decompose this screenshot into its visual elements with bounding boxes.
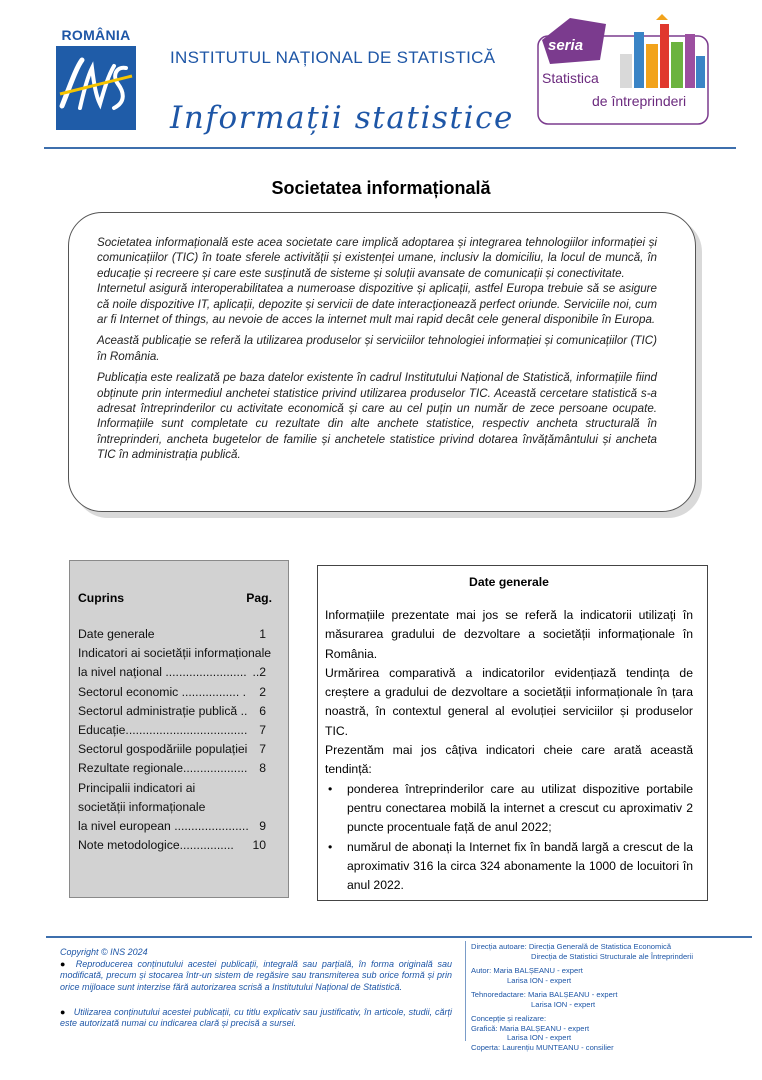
toc-item[interactable]: Sectorul gospodăriile populației 7	[78, 742, 266, 757]
indicator-item: • ponderea întreprinderilor care au utilizat dispozitive portabile pentru conectarea mobilă la internet a crescut cu aproximativ 2 puncte procentuale față de anul 2022;	[328, 781, 693, 835]
credit-line: Larisa ION - expert	[507, 1033, 572, 1042]
ins-logo	[56, 46, 136, 130]
toc-item[interactable]: Educație.................................... 7	[78, 723, 266, 738]
toc-header	[78, 591, 282, 605]
credit-line: Larisa ION - expert	[531, 999, 596, 1009]
intro-paragraph: Această publicație se referă la utilizarea produselor și serviciilor tehnologiei informației și comunicațiilor (TIC) în România.	[97, 334, 657, 363]
general-paragraph: Informațiile prezentate mai jos se referă la indicatorii utilizați în măsurarea gradului de dezvoltare a societății informaționale în România.	[325, 608, 693, 661]
country-label: ROMÂNIA	[61, 27, 131, 43]
intro-paragraph: Societatea informațională este acea societate care implică adoptarea și integrarea tehnologiilor informației și comunicațiilor (TIC) în toate sferele activității și existenței umane, inclusiv la domiciliu, la locul de muncă, în educație și recreere și care este susținută de sisteme și soluții avansate de comunicații și conectivitate.	[97, 236, 657, 280]
toc-item[interactable]: la nivel european ...................... 9	[78, 819, 266, 834]
document-title: Societatea informațională	[271, 178, 491, 198]
copyright: Copyright © INS 2024	[60, 947, 148, 957]
toc-item[interactable]: Indicatori ai societății informaționale	[78, 646, 272, 661]
indicator-item: • numărul de abonați la Internet fix în bandă largă a crescut de la aproximativ 316 la circa 324 abonamente la 1000 de locuitori în anul 2022.	[328, 839, 693, 893]
bullet-icon: ●	[60, 1007, 66, 1017]
footer-column-separator	[465, 941, 466, 1041]
general-data-box	[317, 565, 708, 901]
institute-name: INSTITUTUL NAȚIONAL DE STATISTICĂ	[170, 48, 496, 67]
series-word: seria	[548, 37, 584, 54]
series-name-line1: Statistica	[542, 70, 599, 86]
toc-item[interactable]: la nivel național ........................ ..2	[78, 665, 266, 680]
table-of-contents	[69, 560, 289, 898]
general-paragraph: Prezentăm mai jos câțiva indicatori cheie care arată această tendință:	[325, 743, 693, 777]
toc-item[interactable]: societății informaționale	[78, 799, 206, 814]
credits	[471, 942, 751, 1052]
footer-divider	[46, 936, 752, 938]
bullet-icon: •	[328, 839, 333, 854]
toc-heading: Cuprins	[78, 591, 125, 605]
bullet-icon: ●	[60, 959, 68, 969]
toc-item[interactable]: Principalii indicatori ai	[78, 780, 196, 795]
bullet-icon: •	[328, 781, 333, 796]
publication-title: Informații statistice	[170, 100, 514, 136]
general-paragraph: Urmărirea comparativă a indicatorilor evidențiază tendința de creștere a gradului de dezvoltare a societății informaționale în țara noastră, în contextul general al evoluției serviciilor și produselor TIC.	[325, 665, 693, 738]
credit-line: Direcția de Statistici Structurale ale Întreprinderii	[531, 951, 694, 961]
indicator-list	[325, 780, 693, 896]
toc-item[interactable]: Rezultate regionale................... 8	[78, 761, 266, 776]
credit-line: Tehnoredactare: Maria BALȘEANU - expert	[471, 990, 618, 999]
credit-line: Coperta: Laurențiu MUNTEANU - consilier	[471, 1042, 614, 1052]
header-divider	[44, 147, 736, 149]
footer-note: ● Reproducerea conținutului acestei publicații, integrală sau parțială, în forma originală sau modificată, precum și stocarea într-un sistem de regăsire sau transmiterea sub orice formă și prin orice mijloace sunt interzise fără autorizarea scrisă a Institutului Național de Statistică.	[60, 959, 452, 992]
toc-page-heading: Pag.	[246, 591, 272, 605]
toc-item[interactable]: Sectorul administrație publică .. 6	[78, 703, 266, 718]
credit-line: Grafică: Maria BALȘEANU - expert	[471, 1023, 590, 1033]
credit-line: Concepție și realizare:	[471, 1014, 547, 1023]
series-name-line2: de întreprinderi	[592, 93, 687, 109]
intro-paragraph: Internetul asigură interoperabilitatea a numeroase dispozitive și aplicații, astfel Europa trebuie să se asigure că noile dispozitive IT, aplicații, depozite și servicii de date interacţionează perfect oriunde. Serviciile noi, cum ar fi Internet of things, au nevoie de acces la internet mult mai rapid decât cele general disponibile în Europa.	[97, 282, 657, 327]
credit-line: Larisa ION - expert	[507, 975, 572, 985]
intro-paragraph: Publicația este realizată pe baza datelor existente în cadrul Institutului Național de Statistică, informațiile fiind obținute prin intermediul anchetei statistice privind utilizarea produselor TIC. Această cercetare statistică s-a adresat întreprinderilor cu activitate economică și care au cel puțin un număr de zece persoane ocupate. Informațiile sunt completate cu rezultate din alte anchete statistice, respectiv ancheta structurală în întreprinderi, ancheta bugetelor de familie și anchetele statistice privind dotarea învățământului și ancheta TIC în administrația publică.	[97, 371, 657, 462]
general-data-title: Date generale	[469, 575, 549, 589]
credit-line: Direcția autoare: Direcția Generală de Statistica Economică	[471, 942, 672, 951]
footer-note: ● Utilizarea conținutului acestei publicații, cu titlu explicativ sau justificativ, în articole, studii, cărți este autorizată numai cu indicarea clară și precisă a sursei.	[60, 1007, 452, 1029]
credit-line: Autor: Maria BALȘEANU - expert	[471, 966, 583, 975]
toc-item[interactable]: Date generale 1	[78, 627, 266, 641]
toc-item[interactable]: Note metodologice................ 10	[78, 838, 266, 853]
toc-item[interactable]: Sectorul economic ................. . 2	[78, 684, 266, 699]
intro-box	[68, 212, 696, 512]
